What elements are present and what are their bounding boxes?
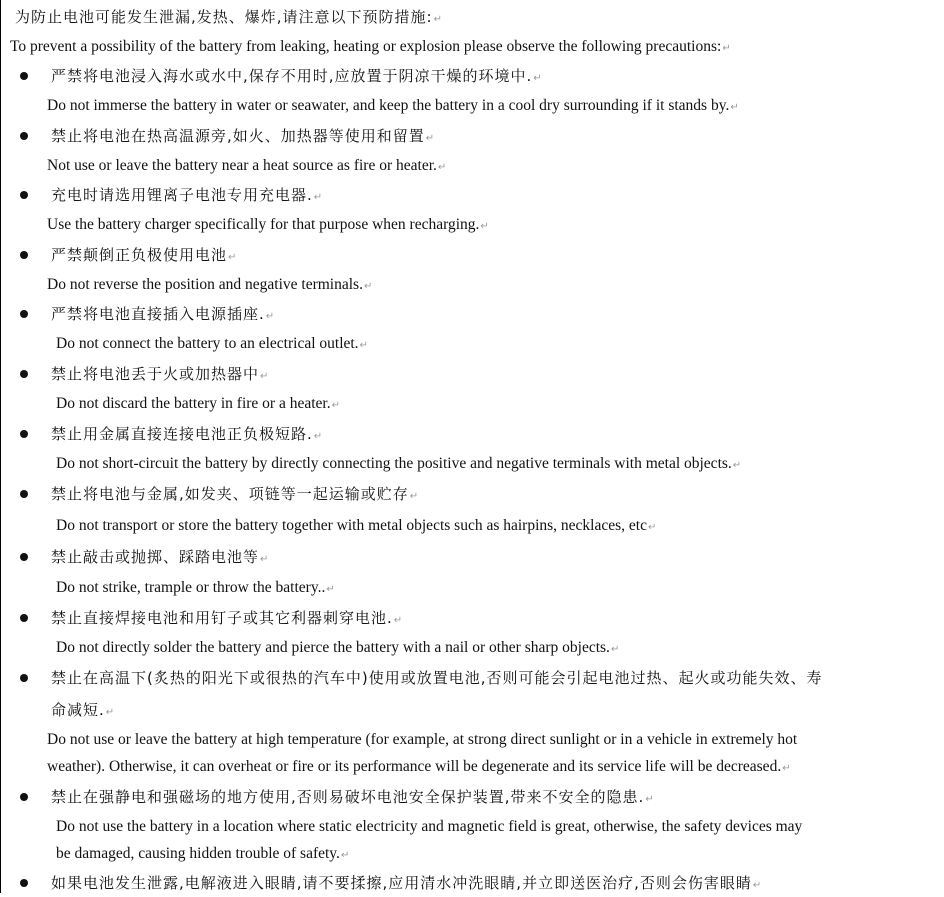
- paragraph-mark-icon: ↵: [228, 252, 238, 263]
- bullet-icon: [20, 191, 28, 199]
- paragraph-mark-icon: ↵: [645, 794, 655, 805]
- bullet-icon: [20, 430, 28, 438]
- bullet-icon: [20, 614, 28, 622]
- paragraph-mark-icon: ↵: [610, 644, 620, 655]
- item-1-zh: 严禁将电池浸入海水或水中,保存不用时,应放置于阴凉干燥的环境中.↵: [51, 67, 543, 85]
- item-10-en: Do not directly solder the battery and pierce the battery with a nail or other sharp objects.↵: [56, 639, 620, 656]
- paragraph-mark-icon: ↵: [359, 340, 368, 351]
- item-13-zh: 如果电池发生泄露,电解液进入眼睛,请不要揉擦,应用清水冲洗眼睛,并立即送医治疗,否则会伤害眼睛↵: [51, 874, 763, 892]
- item-6-en: Do not discard the battery in fire or a heater.↵: [56, 395, 340, 412]
- paragraph-mark-icon: ↵: [363, 281, 373, 292]
- item-11-zh-line-2: 命减短.↵: [51, 701, 116, 719]
- bullet-icon: [20, 251, 28, 259]
- item-1-en: Do not immerse the battery in water or seawater, and keep the battery in a cool dry surrounding if it stands by.↵: [47, 97, 739, 114]
- item-4-zh: 严禁颠倒正负极使用电池↵: [51, 246, 238, 264]
- item-9-zh: 禁止敲击或抛掷、踩踏电池等↵: [51, 548, 270, 566]
- paragraph-mark-icon: ↵: [732, 460, 742, 471]
- item-12-en-line-1: Do not use the battery in a location where static electricity and magnetic field is great, otherwise, the safety devices may: [56, 818, 803, 835]
- paragraph-mark-icon: ↵: [722, 43, 731, 54]
- item-12-zh: 禁止在强静电和强磁场的地方使用,否则易破坏电池安全保护装置,带来不安全的隐患.↵: [51, 788, 655, 806]
- paragraph-mark-icon: ↵: [331, 400, 340, 411]
- item-7-zh: 禁止用金属直接连接电池正负极短路.↵: [51, 425, 324, 443]
- bullet-icon: [20, 310, 28, 318]
- paragraph-mark-icon: ↵: [313, 192, 324, 203]
- bullet-icon: [20, 553, 28, 561]
- item-9-en: Do not strike, trample or throw the battery..↵: [56, 579, 335, 596]
- paragraph-mark-icon: ↵: [752, 880, 763, 891]
- paragraph-mark-icon: ↵: [437, 162, 447, 173]
- paragraph-mark-icon: ↵: [533, 73, 543, 84]
- item-5-zh: 严禁将电池直接插入电源插座.↵: [51, 305, 276, 323]
- item-3-en: Use the battery charger specifically for that purpose when recharging.↵: [47, 216, 489, 233]
- intro-en: To prevent a possibility of the battery from leaking, heating or explosion please observe the following precautions:↵: [10, 38, 731, 55]
- bullet-icon: [20, 490, 28, 498]
- bullet-icon: [20, 132, 28, 140]
- item-3-zh: 充电时请选用锂离子电池专用充电器.↵: [51, 186, 324, 204]
- item-8-en: Do not transport or store the battery together with metal objects such as hairpins, necklaces, etc↵: [56, 517, 657, 534]
- item-2-zh: 禁止将电池在热高温源旁,如火、加热器等使用和留置↵: [51, 127, 436, 145]
- paragraph-mark-icon: ↵: [265, 311, 276, 322]
- paragraph-mark-icon: ↵: [409, 491, 420, 502]
- bullet-icon: [20, 793, 28, 801]
- item-10-zh: 禁止直接焊接电池和用钉子或其它利器刺穿电池.↵: [51, 609, 404, 627]
- paragraph-mark-icon: ↵: [425, 133, 436, 144]
- paragraph-mark-icon: ↵: [730, 102, 739, 113]
- paragraph-mark-icon: ↵: [647, 522, 657, 533]
- bullet-icon: [20, 674, 28, 682]
- paragraph-mark-icon: ↵: [313, 431, 324, 442]
- item-2-en: Not use or leave the battery near a heat source as fire or heater.↵: [47, 157, 447, 174]
- bullet-icon: [20, 370, 28, 378]
- paragraph-mark-icon: ↵: [340, 850, 350, 861]
- bullet-icon: [20, 72, 28, 80]
- item-7-en: Do not short-circuit the battery by directly connecting the positive and negative terminals with metal objects.↵: [56, 455, 742, 472]
- paragraph-mark-icon: ↵: [260, 371, 270, 382]
- paragraph-mark-icon: ↵: [326, 584, 335, 595]
- bullet-icon: [20, 879, 28, 887]
- item-11-zh-line-1: 禁止在高温下(炙热的阳光下或很热的汽车中)使用或放置电池,否则可能会引起电池过热、起火或功能失效、寿: [51, 669, 823, 687]
- item-4-en: Do not reverse the position and negative terminals.↵: [47, 276, 373, 293]
- paragraph-mark-icon: ↵: [782, 763, 791, 774]
- paragraph-mark-icon: ↵: [433, 14, 443, 25]
- item-11-en-line-1: Do not use or leave the battery at high temperature (for example, at strong direct sunlight or in a vehicle in extremely hot: [47, 731, 798, 748]
- paragraph-mark-icon: ↵: [480, 221, 489, 232]
- paragraph-mark-icon: ↵: [393, 615, 404, 626]
- paragraph-mark-icon: ↵: [260, 554, 270, 565]
- paragraph-mark-icon: ↵: [105, 707, 116, 718]
- item-5-en: Do not connect the battery to an electrical outlet.↵: [56, 335, 368, 352]
- item-12-en-line-2: be damaged, causing hidden trouble of safety.↵: [56, 845, 350, 862]
- item-8-zh: 禁止将电池与金属,如发夹、项链等一起运输或贮存↵: [51, 485, 420, 503]
- item-11-en-line-2: weather). Otherwise, it can overheat or fire or its performance will be degenerate and its service life will be decreased.↵: [47, 758, 791, 775]
- intro-zh: 为防止电池可能发生泄漏,发热、爆炸,请注意以下预防措施:↵: [15, 8, 443, 26]
- item-6-zh: 禁止将电池丢于火或加热器中↵: [51, 365, 270, 383]
